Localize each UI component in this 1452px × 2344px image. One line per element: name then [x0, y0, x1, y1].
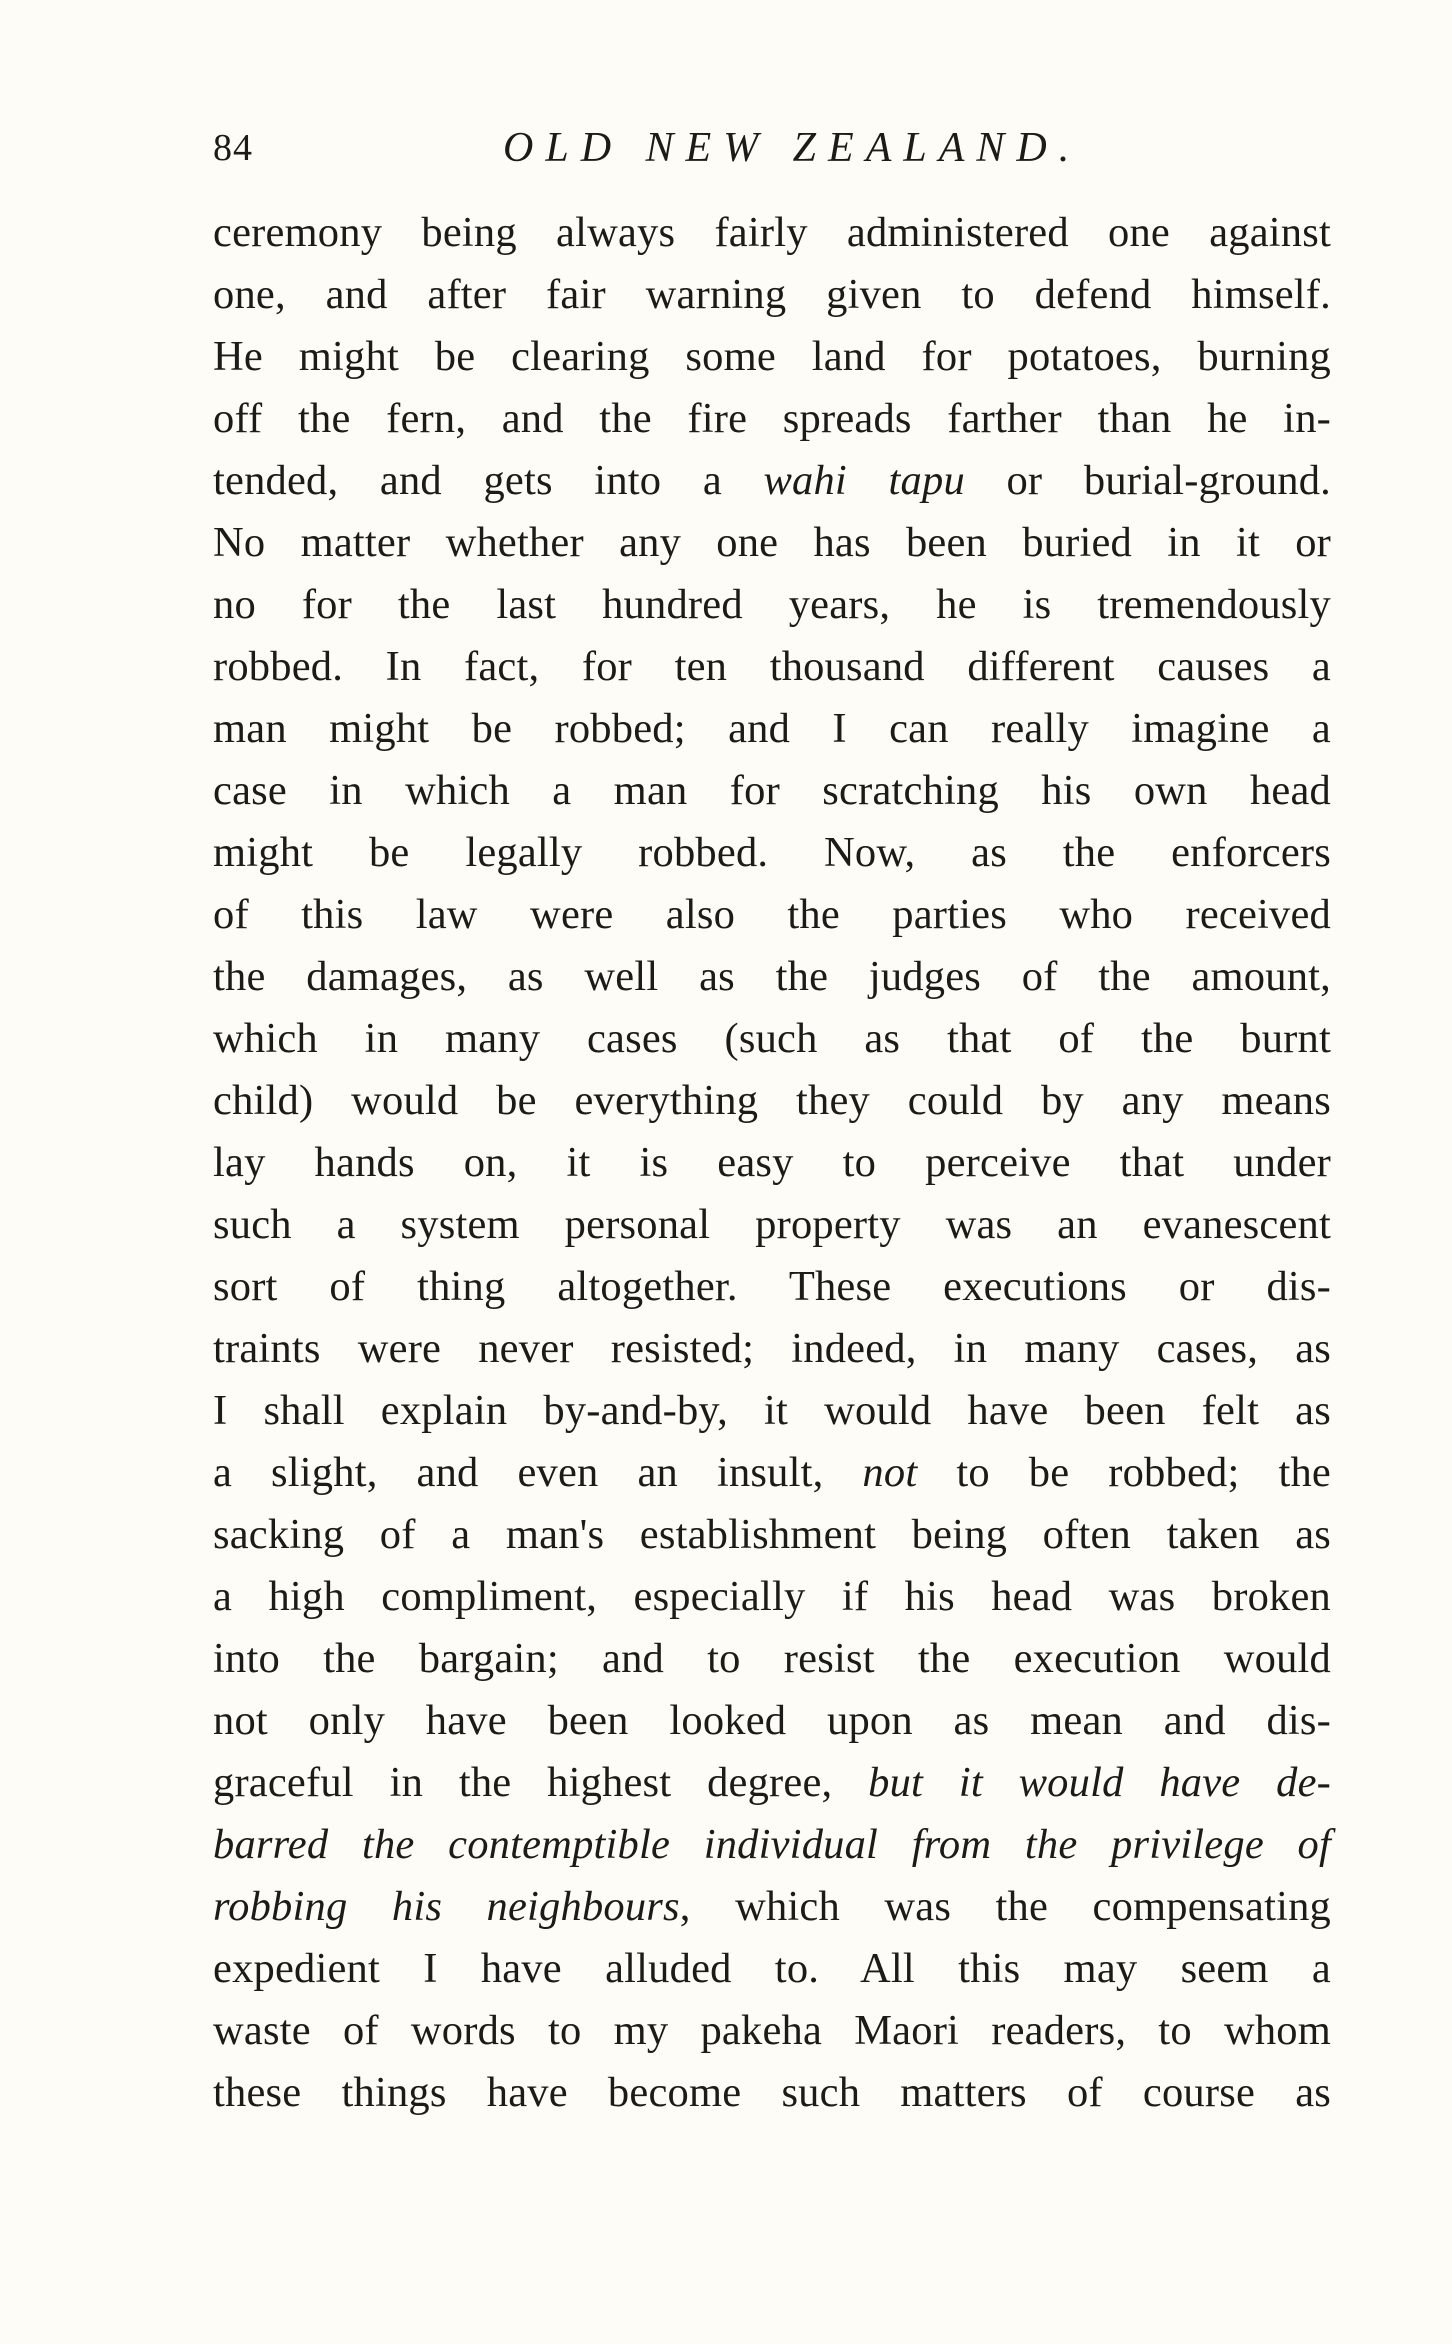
text-segment: sacking of a man's establishment being often taken as	[213, 1511, 1331, 1558]
text-segment: to be robbed; the	[917, 1449, 1331, 1496]
text-segment: sort of thing altogether. These executions or dis-	[213, 1263, 1331, 1310]
body-text	[213, 202, 1331, 2124]
text-segment: into the bargain; and to resist the execution would	[213, 1635, 1331, 1682]
text-line	[213, 636, 1331, 698]
text-line	[213, 1876, 1331, 1938]
text-line	[213, 1938, 1331, 2000]
text-line	[213, 1752, 1331, 1814]
text-segment: no for the last hundred years, he is tremendously	[213, 581, 1331, 628]
text-line	[213, 450, 1331, 512]
text-segment: No matter whether any one has been buried in it or	[213, 519, 1331, 566]
text-segment: might be legally robbed. Now, as the enforcers	[213, 829, 1331, 876]
text-segment: such a system personal property was an evanescent	[213, 1201, 1331, 1248]
text-segment: traints were never resisted; indeed, in many cases, as	[213, 1325, 1331, 1372]
page-number: 84	[213, 127, 253, 169]
italic-text: barred the contemptible individual from the privilege of	[213, 1821, 1331, 1868]
text-segment: case in which a man for scratching his own head	[213, 767, 1331, 814]
text-line	[213, 822, 1331, 884]
text-line	[213, 1504, 1331, 1566]
text-line	[213, 1318, 1331, 1380]
italic-text: robbing his neighbours	[213, 1883, 680, 1930]
text-segment: a slight, and even an insult,	[213, 1449, 863, 1496]
text-segment: , which was the compensating	[679, 1883, 1331, 1930]
text-line	[213, 1194, 1331, 1256]
text-line	[213, 946, 1331, 1008]
text-segment: expedient I have alluded to. All this may seem a	[213, 1945, 1331, 1992]
text-line	[213, 2000, 1331, 2062]
text-segment: of this law were also the parties who received	[213, 891, 1331, 938]
text-line	[213, 1814, 1331, 1876]
text-line	[213, 326, 1331, 388]
text-line	[213, 884, 1331, 946]
text-line	[213, 388, 1331, 450]
text-line	[213, 202, 1331, 264]
text-line	[213, 1690, 1331, 1752]
text-line	[213, 264, 1331, 326]
text-line	[213, 1132, 1331, 1194]
italic-text: but it would have de-	[868, 1759, 1331, 1806]
text-line	[213, 2062, 1331, 2124]
text-segment: graceful in the highest degree,	[213, 1759, 869, 1806]
text-line	[213, 1442, 1331, 1504]
text-segment: the damages, as well as the judges of the amount,	[213, 953, 1331, 1000]
italic-text: wahi tapu	[763, 457, 965, 504]
text-segment: which in many cases (such as that of the burnt	[213, 1015, 1331, 1062]
text-line	[213, 1380, 1331, 1442]
text-segment: waste of words to my pakeha Maori readers, to whom	[213, 2007, 1331, 2054]
text-segment: child) would be everything they could by any means	[213, 1077, 1331, 1124]
italic-text: not	[862, 1449, 918, 1496]
text-segment: off the fern, and the fire spreads farther than he in-	[213, 395, 1331, 442]
text-segment: man might be robbed; and I can really imagine a	[213, 705, 1331, 752]
text-line	[213, 698, 1331, 760]
text-line	[213, 1566, 1331, 1628]
text-line	[213, 1628, 1331, 1690]
text-segment: ceremony being always fairly administered one against	[213, 209, 1331, 256]
running-header	[213, 118, 1331, 178]
text-segment: or burial-ground.	[964, 457, 1331, 504]
text-segment: these things have become such matters of course as	[213, 2069, 1331, 2116]
text-segment: tended, and gets into a	[213, 457, 764, 504]
text-segment: He might be clearing some land for potatoes, burning	[213, 333, 1331, 380]
text-segment: I shall explain by-and-by, it would have been felt as	[213, 1387, 1331, 1434]
text-segment: robbed. In fact, for ten thousand different causes a	[213, 643, 1331, 690]
text-line	[213, 574, 1331, 636]
text-line	[213, 1256, 1331, 1318]
text-line	[213, 760, 1331, 822]
running-title: OLD NEW ZEALAND.	[503, 125, 1082, 171]
text-segment: a high compliment, especially if his head was broken	[213, 1573, 1331, 1620]
text-line	[213, 1070, 1331, 1132]
text-line	[213, 512, 1331, 574]
text-segment: lay hands on, it is easy to perceive that under	[213, 1139, 1331, 1186]
text-segment: one, and after fair warning given to defend himself.	[213, 271, 1331, 318]
text-line	[213, 1008, 1331, 1070]
text-segment: not only have been looked upon as mean and dis-	[213, 1697, 1331, 1744]
